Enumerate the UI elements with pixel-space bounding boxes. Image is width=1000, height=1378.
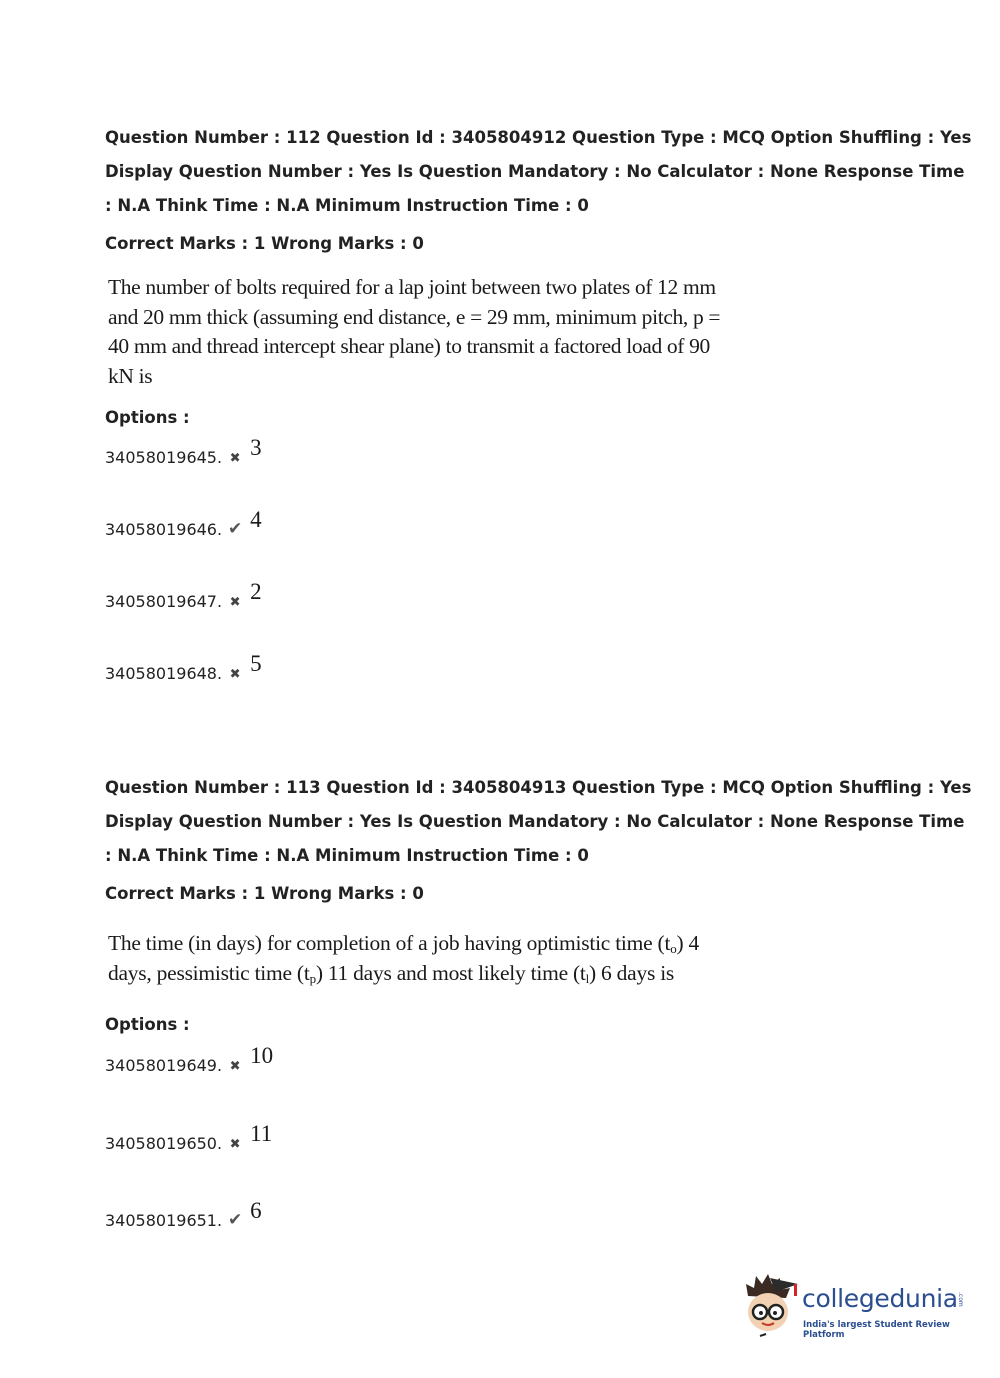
option-id: 34058019647. [105, 592, 223, 611]
option-value: 3 [250, 435, 262, 460]
q113-question-text [108, 929, 718, 988]
q112-meta-line-3: : N.A Think Time : N.A Minimum Instruction Time : 0 [105, 196, 589, 215]
option-value: 5 [250, 651, 262, 676]
q113-text-line: The time (in days) for completion of a job having optimistic time $(t_o)$ 4 [108, 931, 699, 956]
option-value: 11 [250, 1121, 273, 1146]
q113-meta-line-1: Question Number : 113 Question Id : 3405804913 Question Type : MCQ Option Shuffling : Yes [105, 778, 972, 797]
q112-marks: Correct Marks : 1 Wrong Marks : 0 [105, 234, 424, 253]
collegedunia-logo [740, 1270, 970, 1342]
option-value: 6 [250, 1198, 262, 1223]
q112-options-label: Options : [105, 408, 190, 427]
q113-option [105, 1200, 262, 1230]
q112-text-line: and 20 mm thick (assuming end distance, e = 29 mm, minimum pitch, p = [108, 304, 721, 329]
option-id: 34058019646. [105, 520, 223, 539]
q113-option [105, 1045, 273, 1075]
q112-text-line: The number of bolts required for a lap joint between two plates of 12 mm [108, 275, 716, 299]
option-id: 34058019645. [105, 448, 223, 467]
option-id: 34058019651. [105, 1211, 223, 1230]
mascot-icon [740, 1270, 802, 1342]
cross-mark-icon: ✖ [229, 451, 241, 466]
option-id: 34058019650. [105, 1134, 223, 1153]
cross-mark-icon: ✖ [229, 1137, 241, 1152]
q112-text-line: 40 mm and thread intercept shear plane) to transmit a factored load of 90 [108, 334, 710, 358]
cross-mark-icon: ✖ [229, 595, 241, 610]
option-value: 2 [250, 579, 262, 604]
q112-text-line: kN is [108, 363, 153, 388]
q113-options-label: Options : [105, 1015, 190, 1034]
q112-meta-line-2: Display Question Number : Yes Is Question Mandatory : No Calculator : None Response Time [105, 162, 965, 181]
check-mark-icon: ✔ [227, 1210, 243, 1230]
option-value: 4 [250, 507, 262, 532]
q113-option [105, 1123, 272, 1153]
q113-text-line: days, pessimistic time $(t_p)$ 11 days and most likely time $(t_l)$ 6 days is [108, 960, 675, 986]
q112-question-text [108, 273, 721, 391]
q113-marks: Correct Marks : 1 Wrong Marks : 0 [105, 884, 424, 903]
q112-meta-line-1: Question Number : 112 Question Id : 3405804912 Question Type : MCQ Option Shuffling : Yes [105, 128, 972, 147]
brand-tagline: India's largest Student Review Platform [803, 1320, 950, 1340]
q112-option [105, 581, 262, 611]
cross-mark-icon: ✖ [229, 667, 241, 682]
option-id: 34058019649. [105, 1056, 223, 1075]
q112-option [105, 437, 262, 467]
q112-option [105, 653, 262, 683]
brand-name: collegedunia [802, 1284, 958, 1313]
q113-meta-line-2: Display Question Number : Yes Is Question Mandatory : No Calculator : None Response Time [105, 812, 965, 831]
q112-option [105, 509, 262, 539]
option-id: 34058019648. [105, 664, 223, 683]
cross-mark-icon: ✖ [229, 1059, 241, 1074]
q113-meta-line-3: : N.A Think Time : N.A Minimum Instruction Time : 0 [105, 846, 589, 865]
option-value: 10 [250, 1043, 274, 1068]
brand-suffix: .com [957, 1292, 964, 1307]
check-mark-icon: ✔ [227, 519, 243, 539]
